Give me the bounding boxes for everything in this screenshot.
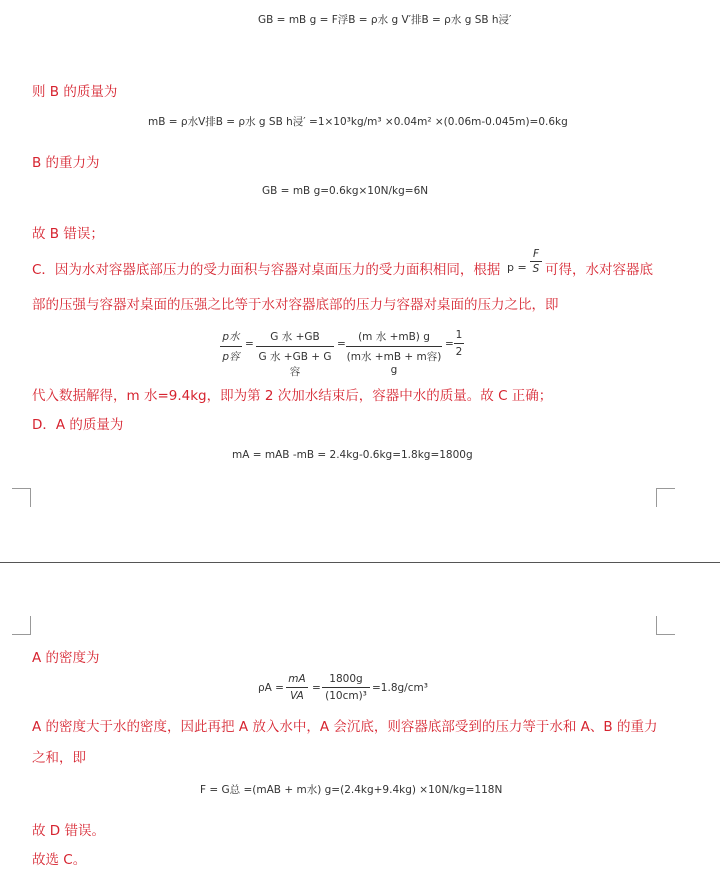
formula-p-denominator: S [532, 263, 540, 275]
formula-p-lhs: p = [507, 261, 527, 274]
rho-fraction-1 [286, 673, 308, 702]
ratio-f4-denominator: 2 [455, 346, 463, 358]
crop-mark-top-right [656, 616, 675, 635]
ratio-f4-numerator: 1 [455, 329, 463, 341]
equation-gb-top: GB = mB g = F浮B = ρ水 g V′排B = ρ水 g SB h浸′ [258, 14, 512, 26]
text-c-line1-b: 可得，水对容器底 [545, 262, 653, 278]
ratio-fraction-3 [346, 329, 442, 376]
ratio-equals-2: = [337, 338, 346, 350]
ratio-equals-3: = [445, 338, 454, 350]
text-a-sinks-2: 之和，即 [32, 750, 86, 766]
text-d-wrong: 故 D 错误。 [32, 823, 105, 839]
text-answer: 故选 C。 [32, 852, 87, 868]
ratio-fraction-2 [256, 329, 334, 379]
crop-mark-bottom-left [12, 488, 31, 507]
rho-f2-numerator: 1800g [329, 673, 363, 685]
text-c-line1-a: C．因为水对容器底部压力的受力面积与容器对桌面压力的受力面积相同，根据 [32, 262, 501, 278]
equation-f-total: F = G总 =(mAB + m水) g=(2.4kg+9.4kg) ×10N/kg=118N [200, 784, 503, 796]
text-a-sinks-1: A 的密度大于水的密度，因此再把 A 放入水中，A 会沉底，则容器底部受到的压力等于水和 A、B 的重力 [32, 719, 658, 735]
ratio-f3-denominator: (m水 +mB + m容) g [346, 351, 442, 376]
text-d-label: D．A 的质量为 [32, 417, 124, 433]
crop-mark-top-left [12, 616, 31, 635]
fraction-bar [530, 261, 542, 262]
equation-ma: mA = mAB -mB = 2.4kg-0.6kg=1.8kg=1800g [232, 449, 473, 461]
text-b-weight-label: B 的重力为 [32, 155, 100, 171]
rho-fraction-2 [322, 673, 370, 702]
ratio-equals-1: = [245, 338, 254, 350]
rho-f1-numerator: mA [288, 673, 306, 685]
page-separator [0, 562, 720, 563]
ratio-f1-numerator: p水 [222, 331, 240, 343]
equation-mb: mB = ρ水V排B = ρ水 g SB h浸′ =1×10³kg/m³ ×0.04m² ×(0.06m-0.045m)=0.6kg [148, 116, 568, 128]
fraction-bar [346, 346, 442, 347]
equation-gb: GB = mB g=0.6kg×10N/kg=6N [262, 185, 429, 197]
ratio-f3-numerator: (m 水 +mB) g [358, 331, 430, 343]
fraction-bar [220, 346, 242, 347]
rho-equals: = [312, 682, 321, 694]
formula-p-fraction [530, 248, 542, 275]
text-c-line2: 部的压强与容器对桌面的压强之比等于水对容器底部的压力与容器对桌面的压力之比，即 [32, 297, 559, 313]
ratio-f1-denominator: p容 [222, 351, 240, 363]
ratio-fraction-1 [220, 329, 242, 364]
ratio-fraction-4 [454, 329, 464, 358]
rho-f1-denominator: VA [290, 690, 304, 702]
text-a-density-label: A 的密度为 [32, 650, 100, 666]
ratio-f2-denominator: G 水 +GB + G 容 [258, 351, 332, 378]
fraction-bar [322, 687, 370, 688]
text-c-result: 代入数据解得，m 水=9.4kg，即为第 2 次加水结束后，容器中水的质量。故 C 正确； [32, 388, 553, 404]
formula-p-numerator: F [532, 248, 540, 260]
rho-lhs: ρA = [258, 682, 284, 694]
text-b-mass-label: 则 B 的质量为 [32, 84, 118, 100]
fraction-bar [256, 346, 334, 347]
text-b-wrong: 故 B 错误； [32, 226, 104, 242]
crop-mark-bottom-right [656, 488, 675, 507]
rho-f2-denominator: (10cm)³ [325, 690, 367, 702]
ratio-f2-numerator: G 水 +GB [270, 331, 320, 343]
rho-result: =1.8g/cm³ [372, 682, 428, 694]
fraction-bar [454, 343, 464, 344]
fraction-bar [286, 687, 308, 688]
